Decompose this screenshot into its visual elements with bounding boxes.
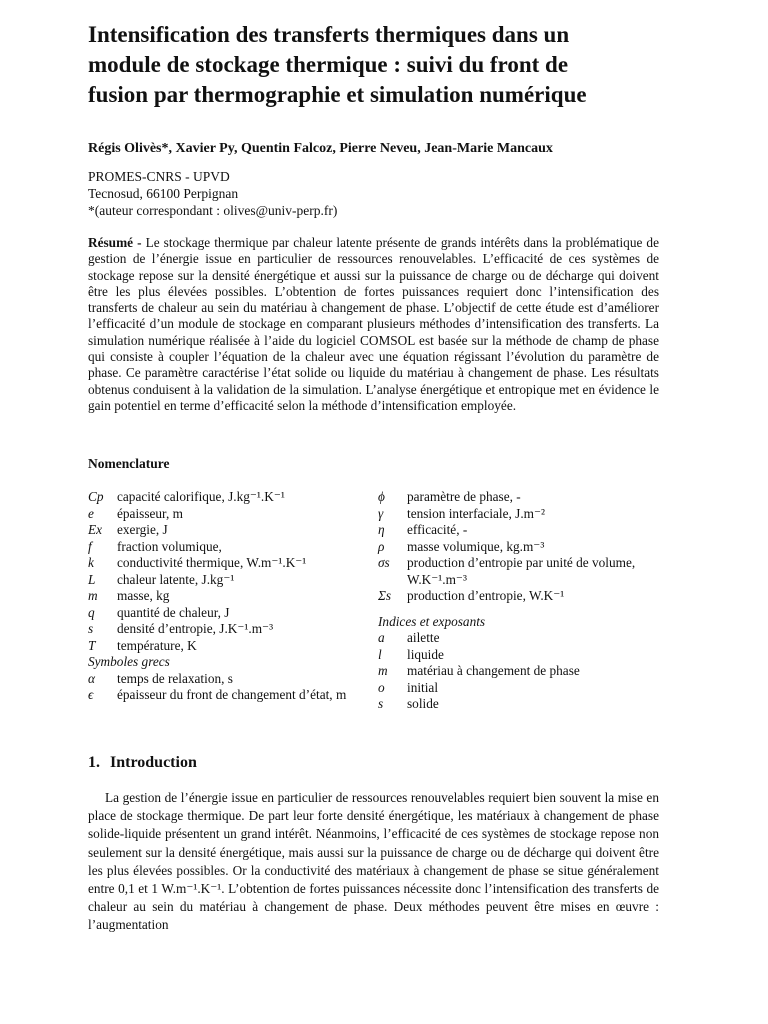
nomenclature-row (378, 522, 668, 539)
nomenclature-desc: masse, kg (117, 588, 170, 603)
nomenclature-desc: densité d’entropie, J.K⁻¹.m⁻³ (117, 621, 274, 636)
abstract (88, 235, 659, 414)
nomenclature-symbol: k (88, 555, 94, 570)
nomenclature-row (88, 687, 368, 704)
nomenclature-symbol: e (88, 505, 94, 521)
nomenclature-desc: fraction volumique, (117, 538, 222, 554)
title-line: module de stockage thermique : suivi du front de (88, 52, 569, 77)
greek-symbols-heading: Symboles grecs (88, 654, 170, 669)
nomenclature-row (88, 489, 368, 506)
nomenclature-desc: ailette (407, 630, 440, 645)
nomenclature-desc: masse volumique, kg.m⁻³ (407, 538, 545, 554)
nomenclature-desc: production d’entropie par unité de volume, W.K⁻¹.m⁻³ (407, 555, 636, 587)
nomenclature-symbol: Ex (88, 522, 103, 537)
nomenclature-row (378, 680, 668, 697)
nomenclature-symbol: s (378, 696, 384, 711)
nomenclature-row (378, 630, 668, 647)
nomenclature-row (88, 621, 368, 638)
nomenclature-desc: liquide (407, 646, 444, 662)
affiliation-block (88, 168, 337, 219)
nomenclature-row (88, 572, 368, 589)
abstract-label: Résumé - (88, 235, 142, 250)
nomenclature-row (88, 671, 368, 688)
nomenclature-symbol: ϕ (378, 489, 385, 504)
nomenclature-desc: matériau à changement de phase (407, 663, 580, 678)
nomenclature-symbol: Cp (88, 489, 104, 504)
nomenclature-row (378, 506, 668, 523)
nomenclature-symbol: f (88, 538, 92, 554)
abstract-text: Le stockage thermique par chaleur latente présente de grands intérêts dans la problématique de gestion de l’énergie issue en particulier de ressources renouvelables. L’efficacité de ces systèmes de stockage repose sur la densité énergétique et aussi sur la puissance de charge ou de décharge qui doivent être les plus élevées possibles. L’obtention de fortes puissances requiert donc l’intensification des transferts de chaleur au sein du matériau à changement de phase. L’objectif de cette étude est d’améliorer l’efficacité d’un module de stockage en comparant plusieurs méthodes d’intensification des transferts. La simulation numérique réalisée à l’aide du logiciel COMSOL est basée sur la méthode de champ de phase qui consiste à coupler l’équation de la chaleur avec une équation régissant l’évolution du paramètre de phase. Ce paramètre caractérise l’état solide ou liquide du matériau à changement de phase. Les résultats obtenus conduisent à la validation de la simulation. L’analyse énergétique et entropique met en évidence le gain potentiel en terme d’efficacité selon la méthode d’intensification employée. (88, 235, 659, 413)
nomenclature-heading: Nomenclature (88, 456, 170, 471)
paper-title (88, 20, 688, 110)
nomenclature-desc: efficacité, - (407, 522, 468, 537)
corresponding-author: *(auteur correspondant : olives@univ-perp.fr) (88, 203, 338, 218)
nomenclature-symbol: m (378, 663, 388, 678)
section-heading (88, 754, 197, 772)
nomenclature-symbol: ϵ (88, 687, 94, 702)
nomenclature-symbol: α (88, 670, 95, 686)
nomenclature-desc: capacité calorifique, J.kg⁻¹.K⁻¹ (117, 489, 285, 504)
nomenclature-row (88, 638, 368, 655)
nomenclature-row (88, 506, 368, 523)
nomenclature-desc: chaleur latente, J.kg⁻¹ (117, 571, 235, 587)
nomenclature-desc: temps de relaxation, s (117, 670, 233, 686)
nomenclature-right-column (378, 489, 668, 713)
author-list: Régis Olivès*, Xavier Py, Quentin Falcoz, Pierre Neveu, Jean-Marie Mancaux (88, 141, 553, 156)
nomenclature-symbol: L (88, 571, 96, 587)
indices-heading: Indices et exposants (378, 613, 486, 629)
nomenclature-desc: température, K (117, 637, 197, 653)
nomenclature-symbol: q (88, 604, 95, 620)
nomenclature-row (88, 522, 368, 539)
section-number: 1. (88, 754, 100, 771)
nomenclature-row (378, 588, 668, 605)
nomenclature-row (88, 605, 368, 622)
nomenclature-symbol: m (88, 588, 98, 603)
nomenclature-desc: épaisseur, m (117, 505, 183, 521)
nomenclature-symbol: ρ (378, 538, 385, 554)
nomenclature-row (88, 588, 368, 605)
nomenclature-symbol: σs (378, 555, 390, 570)
nomenclature-row (378, 555, 668, 588)
nomenclature-row (88, 539, 368, 556)
section-title: Introduction (110, 754, 197, 771)
title-line: fusion par thermographie et simulation numérique (88, 82, 587, 107)
nomenclature-symbol: γ (378, 505, 384, 521)
nomenclature-symbol: T (88, 637, 96, 653)
nomenclature-desc: exergie, J (117, 522, 168, 537)
nomenclature-row (378, 696, 668, 713)
nomenclature-row (378, 539, 668, 556)
affiliation-line: Tecnosud, 66100 Perpignan (88, 186, 239, 201)
nomenclature-desc: épaisseur du front de changement d’état, m (117, 687, 347, 702)
nomenclature-desc: conductivité thermique, W.m⁻¹.K⁻¹ (117, 555, 307, 570)
nomenclature-desc: quantité de chaleur, J (117, 604, 230, 620)
nomenclature-desc: paramètre de phase, - (407, 489, 521, 504)
nomenclature-symbol: Σs (378, 588, 392, 603)
nomenclature-symbol: o (378, 679, 385, 695)
nomenclature-desc: production d’entropie, W.K⁻¹ (407, 588, 565, 603)
nomenclature-desc: tension interfaciale, J.m⁻² (407, 505, 546, 521)
introduction-paragraph: La gestion de l’énergie issue en particulier de ressources renouvelables requiert bien souvent la mise en place de stockage thermique. De part leur forte densité énergétique, les matériaux à changement de phase solide-liquide présentent un grand intérêt. Néanmoins, l’efficacité de ces systèmes de stockage repose non seulement sur la densité énergétique, mais aussi sur la puissance de charge ou de décharge qui doivent être les plus élevées possibles. Or la conductivité des matériaux à changement de phase se situe généralement entre 0,1 et 1 W.m⁻¹.K⁻¹. L’obtention de fortes puissances nécessite donc l’intensification des transferts de chaleur au sein du matériau à changement de phase. Deux méthodes peuvent être mises en œuvre : l’augmentation (88, 790, 659, 933)
nomenclature-desc: initial (407, 679, 439, 695)
nomenclature-desc: solide (407, 696, 439, 711)
nomenclature-row (378, 489, 668, 506)
nomenclature-left-column (88, 489, 368, 704)
nomenclature-symbol: a (378, 630, 385, 645)
nomenclature-row (378, 647, 668, 664)
affiliation-line: PROMES-CNRS - UPVD (88, 169, 230, 184)
title-line: Intensification des transferts thermiques dans un (88, 22, 570, 47)
nomenclature-row (378, 663, 668, 680)
nomenclature-row (88, 555, 368, 572)
nomenclature-symbol: η (378, 522, 385, 537)
nomenclature-symbol: l (378, 646, 382, 662)
nomenclature-symbol: s (88, 621, 94, 636)
